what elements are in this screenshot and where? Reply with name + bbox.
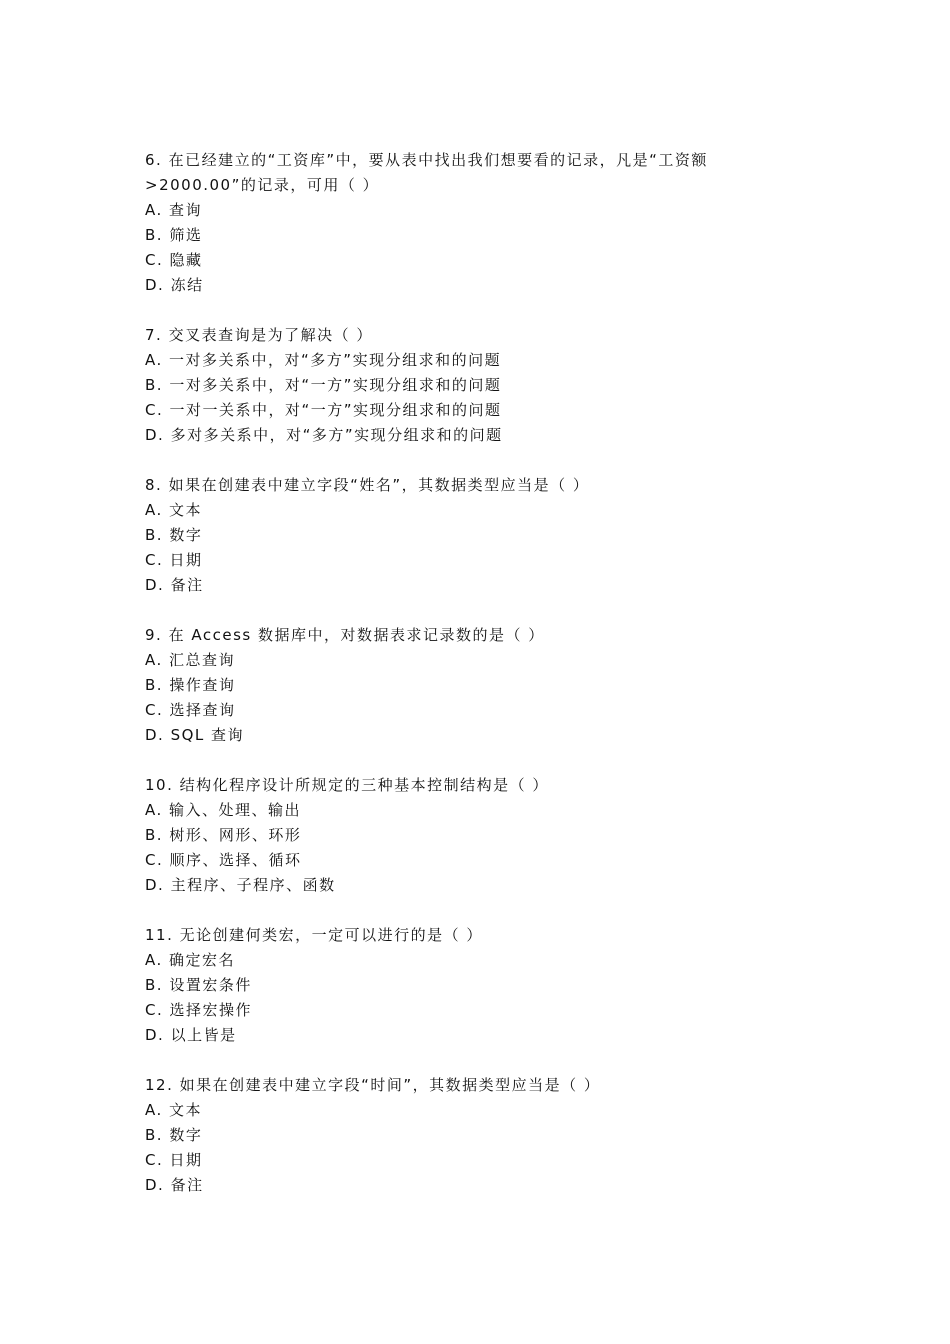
question-stem: 8. 如果在创建表中建立字段“姓名”，其数据类型应当是（ ） [145,476,590,494]
option-c: C. 顺序、选择、循环 [145,851,302,869]
option-c: C. 选择查询 [145,701,236,719]
option-a: A. 查询 [145,201,203,219]
question-10 [145,773,815,898]
question-11 [145,923,815,1048]
option-a: A. 输入、处理、输出 [145,801,302,819]
option-b: B. 数字 [145,1126,203,1144]
option-a: A. 汇总查询 [145,651,236,669]
question-stem: 11. 无论创建何类宏，一定可以进行的是（ ） [145,926,483,944]
option-b: B. 数字 [145,526,203,544]
option-d: D. 以上皆是 [145,1026,237,1044]
question-stem: 10. 结构化程序设计所规定的三种基本控制结构是（ ） [145,776,549,794]
option-b: B. 一对多关系中，对“一方”实现分组求和的问题 [145,376,502,394]
option-d: D. SQL 查询 [145,726,245,744]
question-7 [145,323,815,448]
question-12 [145,1073,815,1198]
document-page [145,148,815,1223]
option-b: B. 设置宏条件 [145,976,252,994]
option-c: C. 隐藏 [145,251,203,269]
question-stem: 12. 如果在创建表中建立字段“时间”，其数据类型应当是（ ） [145,1076,601,1094]
option-c: C. 选择宏操作 [145,1001,253,1019]
option-a: A. 确定宏名 [145,951,236,969]
option-b: B. 筛选 [145,226,203,244]
question-9 [145,623,815,748]
option-a: A. 一对多关系中，对“多方”实现分组求和的问题 [145,351,502,369]
question-8 [145,473,815,598]
option-a: A. 文本 [145,1101,203,1119]
question-stem: 7. 交叉表查询是为了解决（ ） [145,326,373,344]
option-d: D. 备注 [145,1176,204,1194]
question-6 [145,148,815,298]
option-c: C. 日期 [145,1151,203,1169]
option-d: D. 主程序、子程序、函数 [145,876,336,894]
option-c: C. 日期 [145,551,203,569]
option-a: A. 文本 [145,501,203,519]
option-b: B. 操作查询 [145,676,236,694]
question-stem: 9. 在 Access 数据库中，对数据表求记录数的是（ ） [145,626,545,644]
option-d: D. 多对多关系中，对“多方”实现分组求和的问题 [145,426,503,444]
option-d: D. 备注 [145,576,204,594]
option-b: B. 树形、网形、环形 [145,826,302,844]
option-c: C. 一对一关系中，对“一方”实现分组求和的问题 [145,401,502,419]
question-stem: 6. 在已经建立的“工资库”中，要从表中找出我们想要看的记录，凡是“工资额>2000.00”的记录，可用（ ） [145,151,708,194]
option-d: D. 冻结 [145,276,204,294]
